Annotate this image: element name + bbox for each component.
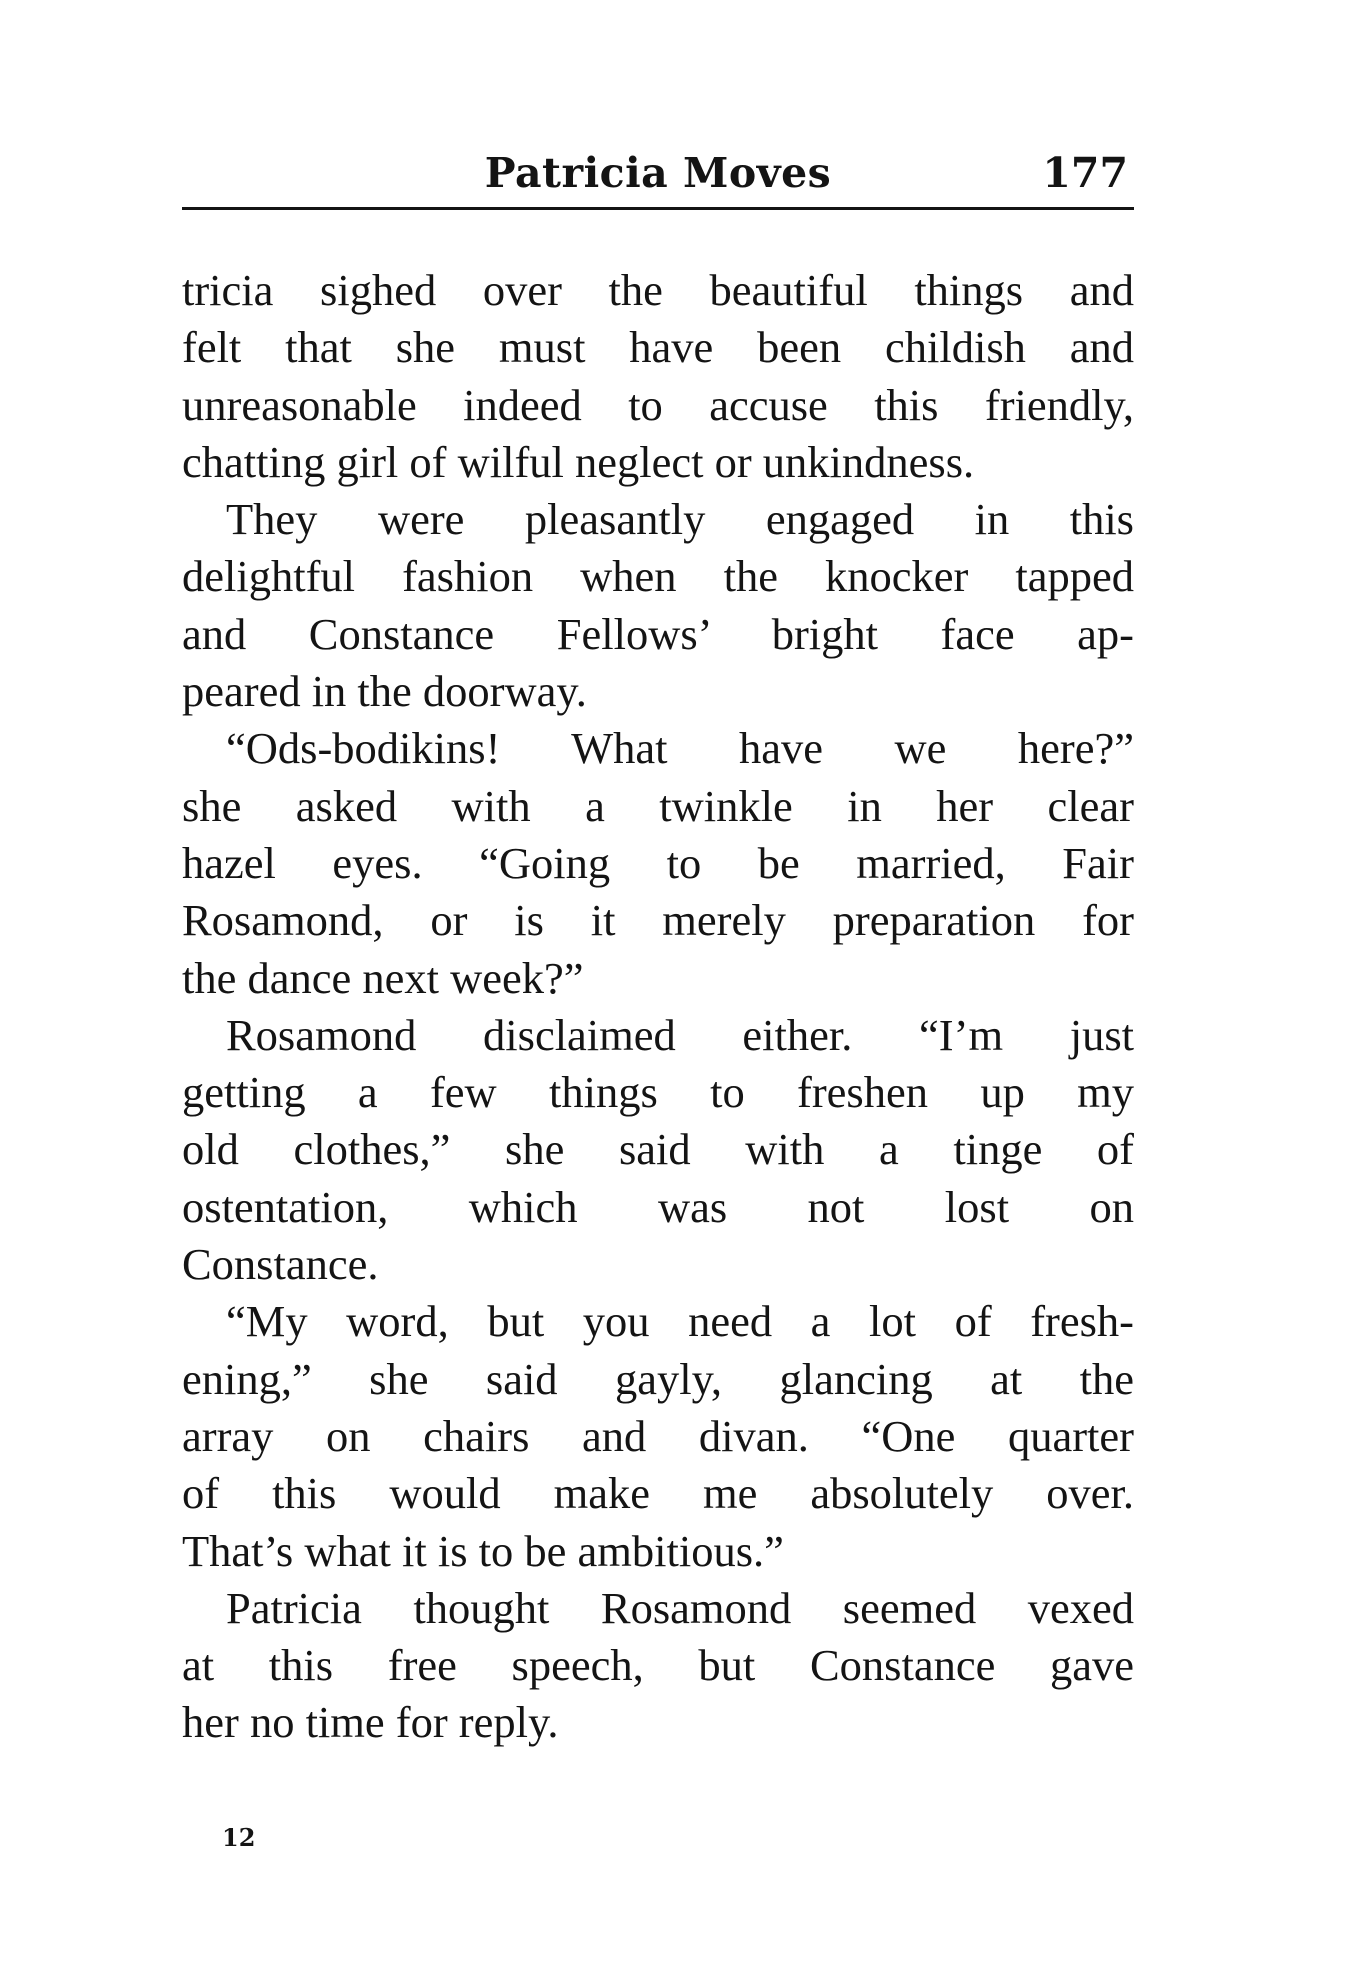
text-line: ostentation, which was not lost on — [182, 1181, 1134, 1232]
text-line: chatting girl of wilful neglect or unkindness. — [182, 436, 975, 487]
text-line: Rosamond, or is it merely preparation for — [182, 895, 1134, 946]
text-line: getting a few things to freshen up my — [182, 1067, 1134, 1118]
text-line: the dance next week?” — [182, 952, 584, 1003]
text-line: That’s what it is to be ambitious.” — [182, 1525, 784, 1576]
text-line: “Ods-bodikins! What have we here?” — [226, 723, 1134, 774]
text-line: array on chairs and divan. “One quarter — [182, 1410, 1134, 1461]
text-line: ening,” she said gayly, glancing at the — [182, 1353, 1134, 1404]
text-line: Patricia thought Rosamond seemed vexed — [226, 1582, 1134, 1633]
text-line: hazel eyes. “Going to be married, Fair — [182, 837, 1134, 888]
text-line: felt that she must have been childish and — [182, 322, 1134, 373]
text-line: unreasonable indeed to accuse this friendly, — [182, 379, 1134, 430]
text-line: “My word, but you need a lot of fresh- — [226, 1296, 1134, 1347]
text-line: Rosamond disclaimed either. “I’m just — [226, 1009, 1134, 1060]
text-line: and Constance Fellows’ bright face ap- — [182, 608, 1134, 659]
signature-mark: 12 — [222, 1823, 256, 1852]
text-line: peared in the doorway. — [182, 666, 587, 717]
text-line: old clothes,” she said with a tinge of — [182, 1124, 1134, 1175]
running-title: Patricia Moves — [484, 149, 832, 197]
text-line: They were pleasantly engaged in this — [226, 494, 1134, 545]
text-line: she asked with a twinkle in her clear — [182, 780, 1134, 831]
text-line: tricia sighed over the beautiful things and — [182, 265, 1134, 315]
header-rule — [182, 207, 1134, 210]
page-number: 177 — [1042, 149, 1128, 197]
text-line: her no time for reply. — [182, 1697, 559, 1748]
running-head — [182, 140, 1134, 206]
text-line: at this free speech, but Constance gave — [182, 1640, 1134, 1691]
text-line: of this would make me absolutely over. — [182, 1468, 1134, 1519]
text-line: delightful fashion when the knocker tapped — [182, 551, 1134, 602]
text-line: Constance. — [182, 1239, 379, 1290]
body-text — [182, 262, 1134, 1752]
